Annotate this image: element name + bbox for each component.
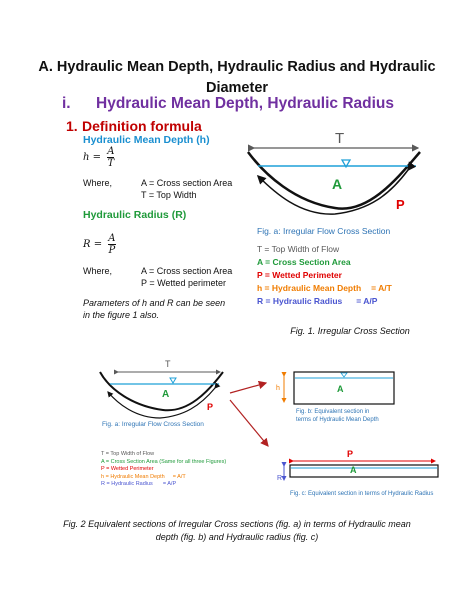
fig2b-label-h: h <box>276 385 280 392</box>
section-title: Hydraulic Mean Depth, Hydraulic Radius <box>96 95 395 112</box>
fig2c-rectangle <box>290 465 438 477</box>
arrow-to-fig-c <box>230 400 268 446</box>
fig1-legend <box>257 243 392 308</box>
hmd-formula <box>83 146 114 169</box>
fig2-legend-top-width: T = Top Width of Flow <box>101 451 155 457</box>
fig2a-label-p: P <box>207 402 214 412</box>
fig2a-caption: Fig. a: Irregular Flow Cross Section <box>102 421 204 428</box>
fig1-label-a: A <box>332 176 343 192</box>
fig2-legend-area: A = Cross Section Area (Same for all three Figures) <box>101 458 227 465</box>
legend-hydraulic-radius: R = Hydraulic Radius = A/P <box>257 296 378 306</box>
hr-heading: Hydraulic Radius (R) <box>83 209 187 221</box>
section-number: i. <box>62 95 71 112</box>
hmd-numerator: A <box>107 146 115 157</box>
hr-denominator: P <box>108 245 116 256</box>
fig2c-label-r: R <box>277 475 283 482</box>
hmd-lhs: h = <box>83 152 101 163</box>
parameters-note: Parameters of h and R can be seen in the figure 1 also. <box>83 298 226 320</box>
hr-definition-a: A = Cross section Area <box>141 266 233 276</box>
hmd-definition-a: A = Cross section Area <box>141 178 233 188</box>
fig2c-caption: Fig. c: Equivalent section in terms of Hydraulic Radius <box>290 491 434 497</box>
fig1-caption-a: Fig. a: Irregular Flow Cross Section <box>257 226 391 236</box>
hr-where: Where, <box>83 266 113 276</box>
document-title-line2: Diameter <box>205 80 269 96</box>
figure-1-caption: Fig. 1. Irregular Cross Section <box>290 326 410 336</box>
fig2a-label-t: T <box>165 359 171 369</box>
hr-definition-p: P = Wetted perimeter <box>141 278 226 288</box>
fig2b-water-level-icon <box>341 373 347 377</box>
subsection-heading-1 <box>66 118 202 134</box>
fig2-legend-hydraulic-radius: R = Hydraulic Radius = A/P <box>101 481 177 487</box>
hr-formula <box>83 233 116 256</box>
hr-fraction <box>108 233 115 256</box>
fig2-legend <box>101 451 226 489</box>
legend-perimeter: P = Wetted Perimeter <box>257 270 342 280</box>
legend-area: A = Cross Section Area <box>257 257 351 267</box>
fig2b-caption: Fig. b: Equivalent section in terms of Hydraulic Mean Depth <box>296 409 379 423</box>
arrow-to-fig-b <box>230 383 266 393</box>
legend-mean-depth: h = Hydraulic Mean Depth = A/T <box>257 283 392 293</box>
hmd-where: Where, <box>83 178 113 188</box>
legend-top-width: T = Top Width of Flow <box>257 244 340 254</box>
hmd-fraction <box>107 146 114 169</box>
hr-lhs: R = <box>83 239 103 250</box>
subsection-title: Definition formula <box>82 118 202 134</box>
figure-2-caption: Fig. 2 Equivalent sections of Irregular Cross sections (fig. a) in terms of Hydraulic mean depth (fig. b) and Hydraulic radius (fig. c) <box>63 519 411 542</box>
fig2-legend-perimeter: P = Wetted Perimeter <box>101 466 154 472</box>
fig2a-label-a: A <box>162 389 170 400</box>
fig2c-label-a: A <box>350 465 357 475</box>
section-heading-i <box>62 95 394 113</box>
fig1-label-t: T <box>335 130 345 147</box>
subsection-number: 1. <box>66 118 78 134</box>
hmd-definition-t: T = Top Width <box>141 190 197 200</box>
hmd-heading: Hydraulic Mean Depth (h) <box>83 134 210 146</box>
fig2b-label-a: A <box>337 384 344 394</box>
document-title-line1: A. Hydraulic Mean Depth, Hydraulic Radius and Hydraulic <box>38 59 436 75</box>
fig1-label-p: P <box>396 197 405 212</box>
fig2-legend-mean-depth: h = Hydraulic Mean Depth = A/T <box>101 473 186 480</box>
hmd-denominator: T <box>107 158 115 169</box>
fig2a-water-level-icon <box>170 378 176 383</box>
hr-numerator: A <box>108 233 116 244</box>
fig2c-label-p: P <box>347 449 354 459</box>
